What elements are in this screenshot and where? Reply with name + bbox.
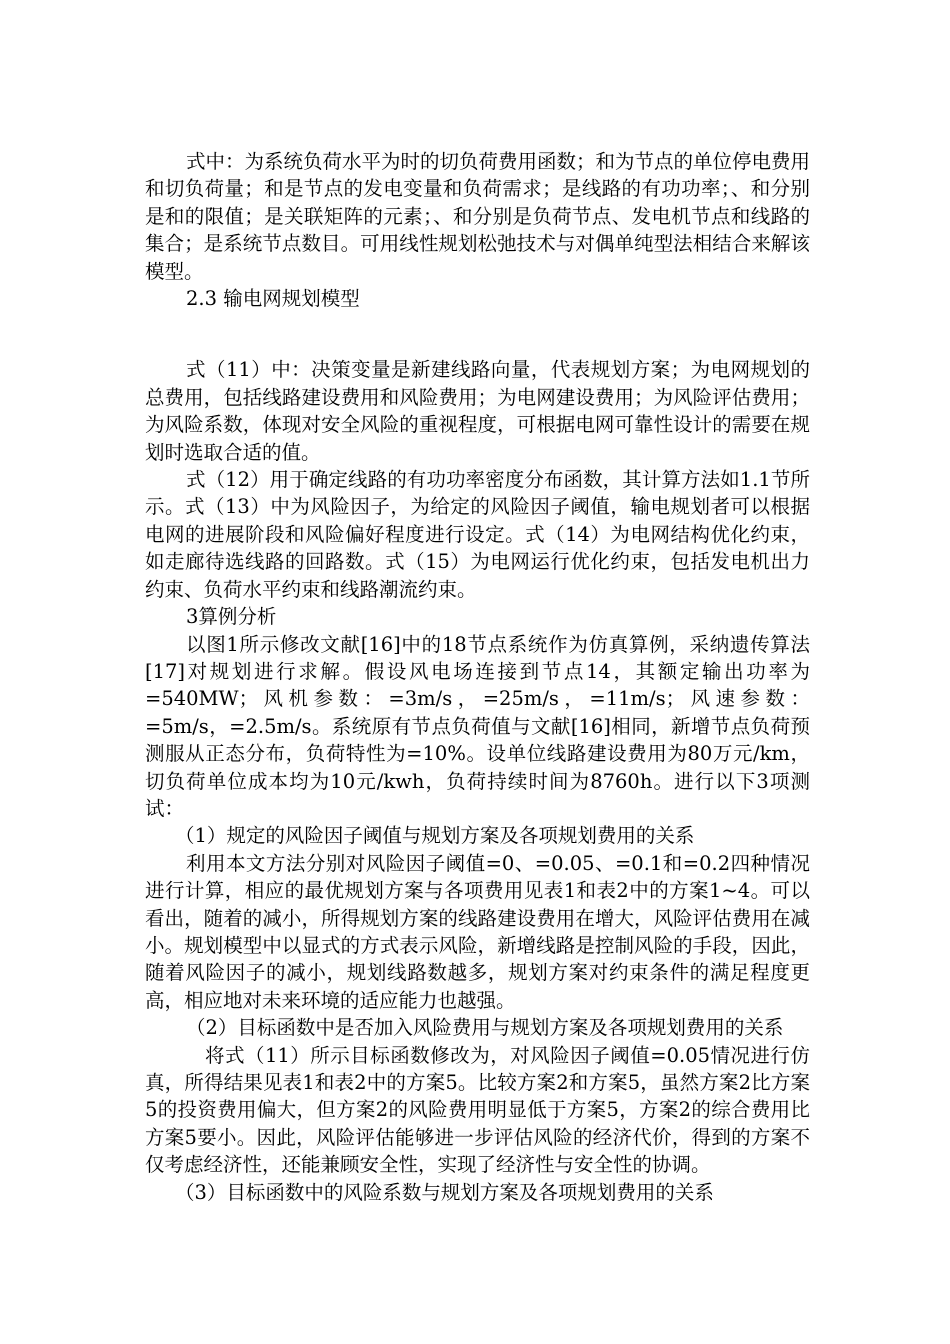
- test-heading-2: （2）目标函数中是否加入风险费用与规划方案及各项规划费用的关系: [186, 1016, 784, 1040]
- document-body: [145, 148, 810, 1206]
- paragraph-eq12-15-explanation: 式（12）用于确定线路的有功功率密度分布函数，其计算方法如1.1节所示。式（13）中为风险因子，为给定的风险因子阈值，输电规划者可以根据电网的进展阶段和风险偏好程度进行设定。式（14）为电网结构优化约束，如走廊待选线路的回路数。式（15）为电网运行优化约束，包括发电机出力约束、负荷水平约束和线路潮流约束。: [145, 468, 810, 601]
- equation-placeholder: [145, 312, 810, 356]
- paragraph-case-setup: 以图1所示修改文献[16]中的18节点系统作为仿真算例，采纳遗传算法[17]对规划进行求解。假设风电场连接到节点14，其额定输出功率为=540MW；风机参数：=3m/s，=25m/s，=11m/s；风速参数：=5m/s，=2.5m/s。系统原有节点负荷值与文献[16]相同，新增节点负荷预测服从正态分布，负荷特性为=10%。设单位线路建设费用为80万元/km，切负荷单位成本均为10元/kwh，负荷持续时间为8760h。进行以下3项测试：: [145, 632, 810, 820]
- paragraph-variable-definitions: 式中：为系统负荷水平为时的切负荷费用函数；和为节点的单位停电费用和切负荷量；和是节点的发电变量和负荷需求；是线路的有功功率；、和分别是和的限值；是关联矩阵的元素；、和分别是负荷节点、发电机节点和线路的集合；是系统节点数目。可用线性规划松弛技术与对偶单纯型法相结合来解该模型。: [145, 150, 811, 283]
- paragraph-test-2-results: 将式（11）所示目标函数修改为，对风险因子阈值=0.05情况进行仿真，所得结果见表1和表2中的方案5。比较方案2和方案5，虽然方案2比方案5的投资费用偏大，但方案2的风险费用明显低于方案5，方案2的综合费用比方案5要小。因此，风险评估能够进一步评估风险的经济代价，得到的方案不仅考虑经济性，还能兼顾安全性，实现了经济性与安全性的协调。: [145, 1043, 810, 1177]
- section-heading-3: 3算例分析: [186, 605, 277, 629]
- paragraph-test-1-results: 利用本文方法分别对风险因子阈值=0、=0.05、=0.1和=0.2四种情况进行计算，相应的最优规划方案与各项费用见表1和表2中的方案1~4。可以看出，随着的减小，所得规划方案的线路建设费用在增大，风险评估费用在减小。规划模型中以显式的方式表示风险，新增线路是控制风险的手段，因此，随着风险因子的减小，规划线路数越多，规划方案对约束条件的满足程度更高，相应地对未来环境的适应能力也越强。: [145, 851, 810, 1012]
- section-heading-2-3: 2.3 输电网规划模型: [186, 287, 360, 311]
- test-heading-1: （1）规定的风险因子阈值与规划方案及各项规划费用的关系: [175, 824, 695, 848]
- paragraph-eq11-explanation: 式（11）中：决策变量是新建线路向量，代表规划方案；为电网规划的总费用，包括线路建设费用和风险费用；为电网建设费用；为风险评估费用；为风险系数，体现对安全风险的重视程度，可根据电网可靠性设计的需要在规划时选取合适的值。: [145, 358, 810, 464]
- test-heading-3: （3）目标函数中的风险系数与规划方案及各项规划费用的关系: [175, 1180, 714, 1204]
